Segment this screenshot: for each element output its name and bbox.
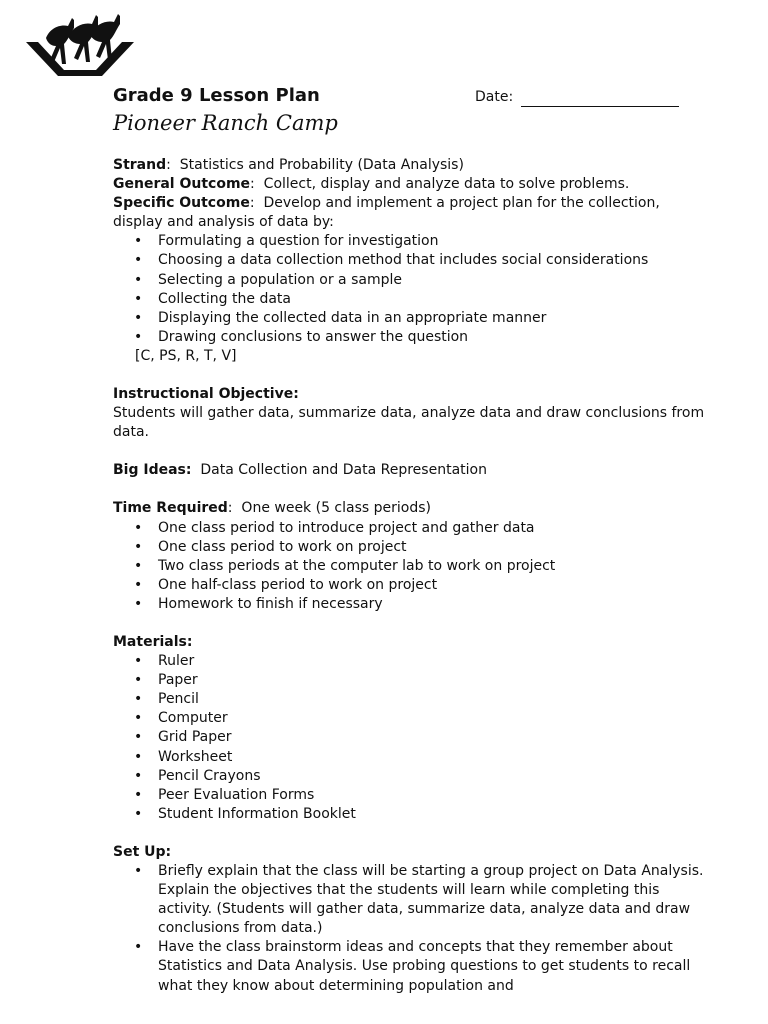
list-item: • Peer Evaluation Forms bbox=[113, 786, 713, 805]
list-item: • Pencil bbox=[113, 690, 713, 709]
list-item: • Drawing conclusions to answer the question bbox=[113, 328, 713, 347]
specific-outcome-label: Specific Outcome bbox=[113, 195, 250, 212]
list-item: • Pencil Crayons bbox=[113, 767, 713, 786]
time-required-line: Time Required: One week (5 class periods) bbox=[113, 500, 431, 517]
list-item: • Have the class brainstorm ideas and concepts that they remember about Statistics and Data Analysis. Use probing questions to get students to recall what they know about determining population and bbox=[113, 938, 713, 995]
general-outcome-label: General Outcome bbox=[113, 176, 251, 193]
time-required-list bbox=[113, 519, 713, 614]
page-title: Grade 9 Lesson Plan bbox=[113, 85, 320, 106]
list-item: • Formulating a question for investigation bbox=[113, 232, 713, 251]
list-item: • Briefly explain that the class will be starting a group project on Data Analysis. Explain the objectives that the students will learn while completing this activity. (Students will gather data, summarize data, analyze data and draw conclusions from data.) bbox=[113, 862, 713, 938]
big-ideas-text: Data Collection and Data Representation bbox=[200, 462, 487, 479]
list-item: • One class period to introduce project and gather data bbox=[113, 519, 713, 538]
camp-logo-horses bbox=[24, 12, 136, 76]
lesson-plan-page bbox=[113, 84, 713, 996]
list-item: • Two class periods at the computer lab to work on project bbox=[113, 557, 713, 576]
title-row bbox=[113, 84, 713, 110]
list-item: • Homework to finish if necessary bbox=[113, 595, 713, 614]
big-ideas-label: Big Ideas bbox=[113, 462, 186, 479]
list-item: • Selecting a population or a sample bbox=[113, 271, 713, 290]
strand-line: Strand: Statistics and Probability (Data Analysis) bbox=[113, 157, 464, 173]
materials-heading: Materials: bbox=[113, 633, 193, 650]
list-item: • Ruler bbox=[113, 652, 713, 671]
instructional-objective-label: Instructional Objective bbox=[113, 386, 294, 403]
camp-name: Pioneer Ranch Camp bbox=[113, 111, 338, 135]
general-outcome-text: Collect, display and analyze data to solve problems. bbox=[263, 176, 630, 193]
list-item: • Computer bbox=[113, 709, 713, 728]
list-item: • Collecting the data bbox=[113, 290, 713, 309]
specific-outcome-list bbox=[113, 232, 713, 347]
list-item: • Worksheet bbox=[113, 748, 713, 767]
set-up-list bbox=[113, 862, 713, 996]
list-item: • Choosing a data collection method that includes social considerations bbox=[113, 251, 713, 270]
materials-list bbox=[113, 652, 713, 824]
list-item: • One half-class period to work on project bbox=[113, 576, 713, 595]
instructional-objective-text: Students will gather data, summarize data, analyze data and draw conclusions from data. bbox=[113, 405, 705, 441]
strand-label: Strand bbox=[113, 157, 167, 173]
general-outcome-line: General Outcome: Collect, display and analyze data to solve problems. bbox=[113, 176, 630, 193]
materials-label: Materials bbox=[113, 633, 187, 650]
specific-outcome-text: Develop and implement a project plan for the collection, display and analysis of data by: bbox=[113, 195, 660, 231]
date-label: Date: bbox=[475, 89, 514, 105]
set-up-label: Set Up bbox=[113, 843, 166, 860]
strand-text: Statistics and Probability (Data Analysis) bbox=[179, 157, 464, 173]
outcome-codes: [C, PS, R, T, V] bbox=[135, 347, 237, 364]
list-item: • Paper bbox=[113, 671, 713, 690]
time-required-text: One week (5 class periods) bbox=[241, 500, 431, 517]
list-item: • Grid Paper bbox=[113, 728, 713, 747]
big-ideas-line: Big Ideas: Data Collection and Data Representation bbox=[113, 462, 487, 479]
set-up-heading: Set Up: bbox=[113, 843, 172, 860]
instructional-objective-heading: Instructional Objective: bbox=[113, 386, 299, 403]
list-item: • Displaying the collected data in an appropriate manner bbox=[113, 309, 713, 328]
date-blank-line bbox=[521, 90, 679, 107]
list-item: • Student Information Booklet bbox=[113, 805, 713, 824]
time-required-label: Time Required bbox=[113, 500, 228, 517]
date-field bbox=[475, 87, 679, 107]
lesson-body bbox=[113, 156, 713, 996]
list-item: • One class period to work on project bbox=[113, 538, 713, 557]
specific-outcome-line: Specific Outcome: Develop and implement a project plan for the collection, display and analysis of data by: bbox=[113, 195, 660, 231]
